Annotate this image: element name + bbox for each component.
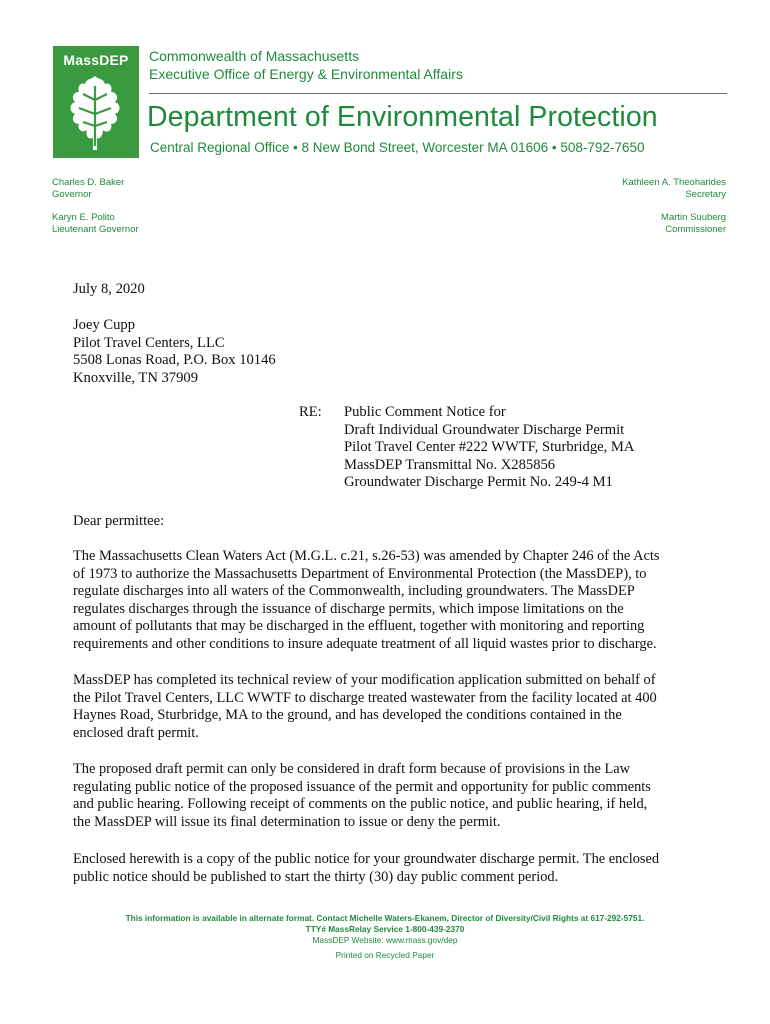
paragraph-line: Enclosed herewith is a copy of the public notice for your groundwater discharge permit. The enclosed <box>73 851 660 867</box>
department-title: Department of Environmental Protection <box>147 101 658 133</box>
body-paragraph-3 <box>73 761 698 831</box>
paragraph-line: the Pilot Travel Centers, LLC WWTF to discharge treated wastewater from the facility located at 400 <box>73 689 657 706</box>
re-line: Draft Individual Groundwater Discharge Permit <box>344 421 625 438</box>
official-right-1 <box>622 177 726 201</box>
body-paragraph-1 <box>73 548 698 654</box>
re-line: Public Comment Notice for <box>344 404 506 420</box>
official-left-1 <box>52 177 124 201</box>
official-right-2 <box>661 212 726 236</box>
official-title: Secretary <box>685 189 726 200</box>
re-label: RE: <box>299 404 322 420</box>
paragraph-line: of 1973 to authorize the Massachusetts Department of Environmental Protection (the MassDEP), to <box>73 565 647 582</box>
recycled-paper-line: Printed on Recycled Paper <box>335 950 435 960</box>
re-line: Groundwater Discharge Permit No. 249-4 M1 <box>344 474 613 490</box>
oak-leaf-icon <box>59 70 133 154</box>
paragraph-line: MassDEP has completed its technical review of your modification application submitted on behalf of <box>73 672 656 688</box>
official-title: Governor <box>52 189 92 200</box>
logo-text: MassDEP <box>63 52 129 68</box>
paragraph-line: The proposed draft permit can only be considered in draft form because of provisions in the Law <box>73 761 631 777</box>
re-line: MassDEP Transmittal No. X285856 <box>344 456 556 473</box>
recipient-line: Knoxville, TN 37909 <box>73 369 198 386</box>
official-title: Lieutenant Governor <box>52 224 139 235</box>
office-address: Central Regional Office • 8 New Bond Street, Worcester MA 01606 • 508-792-7650 <box>150 140 645 155</box>
paragraph-line: amount of pollutants that may be discharged in the effluent, together with monitoring and reporting <box>73 618 645 635</box>
commonwealth-line: Commonwealth of Massachusetts <box>149 48 360 64</box>
recipient-line: 5508 Lonas Road, P.O. Box 10146 <box>73 352 276 368</box>
re-block <box>344 404 634 492</box>
paragraph-line: regulating public notice of the proposed issuance of the permit and opportunity for public comments <box>73 778 651 795</box>
paragraph-line: requirements and other conditions to insure adequate treatment of all liquid wastes prior to discharge. <box>73 635 657 652</box>
official-name: Kathleen A. Theoharides <box>622 177 726 188</box>
re-line: Pilot Travel Center #222 WWTF, Sturbridge, MA <box>344 439 635 455</box>
executive-office-line: Executive Office of Energy & Environmental Affairs <box>149 66 463 82</box>
body-paragraph-2 <box>73 672 698 742</box>
letter-date: July 8, 2020 <box>73 281 145 297</box>
paragraph-line: Haynes Road, Sturbridge, MA to the ground, and has developed the conditions contained in the <box>73 707 622 724</box>
recipient-block <box>73 317 276 387</box>
body-paragraph-4 <box>73 851 698 886</box>
official-title: Commissioner <box>665 224 726 235</box>
paragraph-line: the MassDEP will issue its final determination to issue or deny the permit. <box>73 813 501 830</box>
header-divider <box>149 93 727 94</box>
official-name: Martin Suuberg <box>661 212 726 223</box>
alternate-format-notice: This information is available in alternate format. Contact Michelle Waters-Ekanem, Director of Diversity/Civil Rights at 617-292-5751. <box>125 913 645 923</box>
paragraph-line: enclosed draft permit. <box>73 724 199 741</box>
paragraph-line: public notice should be published to start the thirty (30) day public comment period. <box>73 868 559 885</box>
recipient-line: Joey Cupp <box>73 317 136 333</box>
paragraph-line: regulates discharges through the issuance of discharge permits, which impose limitations on the <box>73 600 624 617</box>
massdep-logo <box>53 46 139 158</box>
official-name: Karyn E. Polito <box>52 212 115 223</box>
official-name: Charles D. Baker <box>52 177 125 188</box>
salutation: Dear permittee: <box>73 513 165 529</box>
paragraph-line: The Massachusetts Clean Waters Act (M.G.L. c.21, s.26-53) was amended by Chapter 246 of the Acts <box>73 548 660 564</box>
paragraph-line: and public hearing. Following receipt of comments on the public notice, and public hearing, if held, <box>73 796 648 813</box>
recipient-line: Pilot Travel Centers, LLC <box>73 334 225 351</box>
tty-line: TTY# MassRelay Service 1-800-439-2370 <box>305 924 465 934</box>
official-left-2 <box>52 212 139 236</box>
paragraph-line: regulate discharges into all waters of the Commonwealth, including groundwaters. The MassDEP <box>73 583 635 600</box>
website-line: MassDEP Website: www.mass.gov/dep <box>312 935 458 945</box>
